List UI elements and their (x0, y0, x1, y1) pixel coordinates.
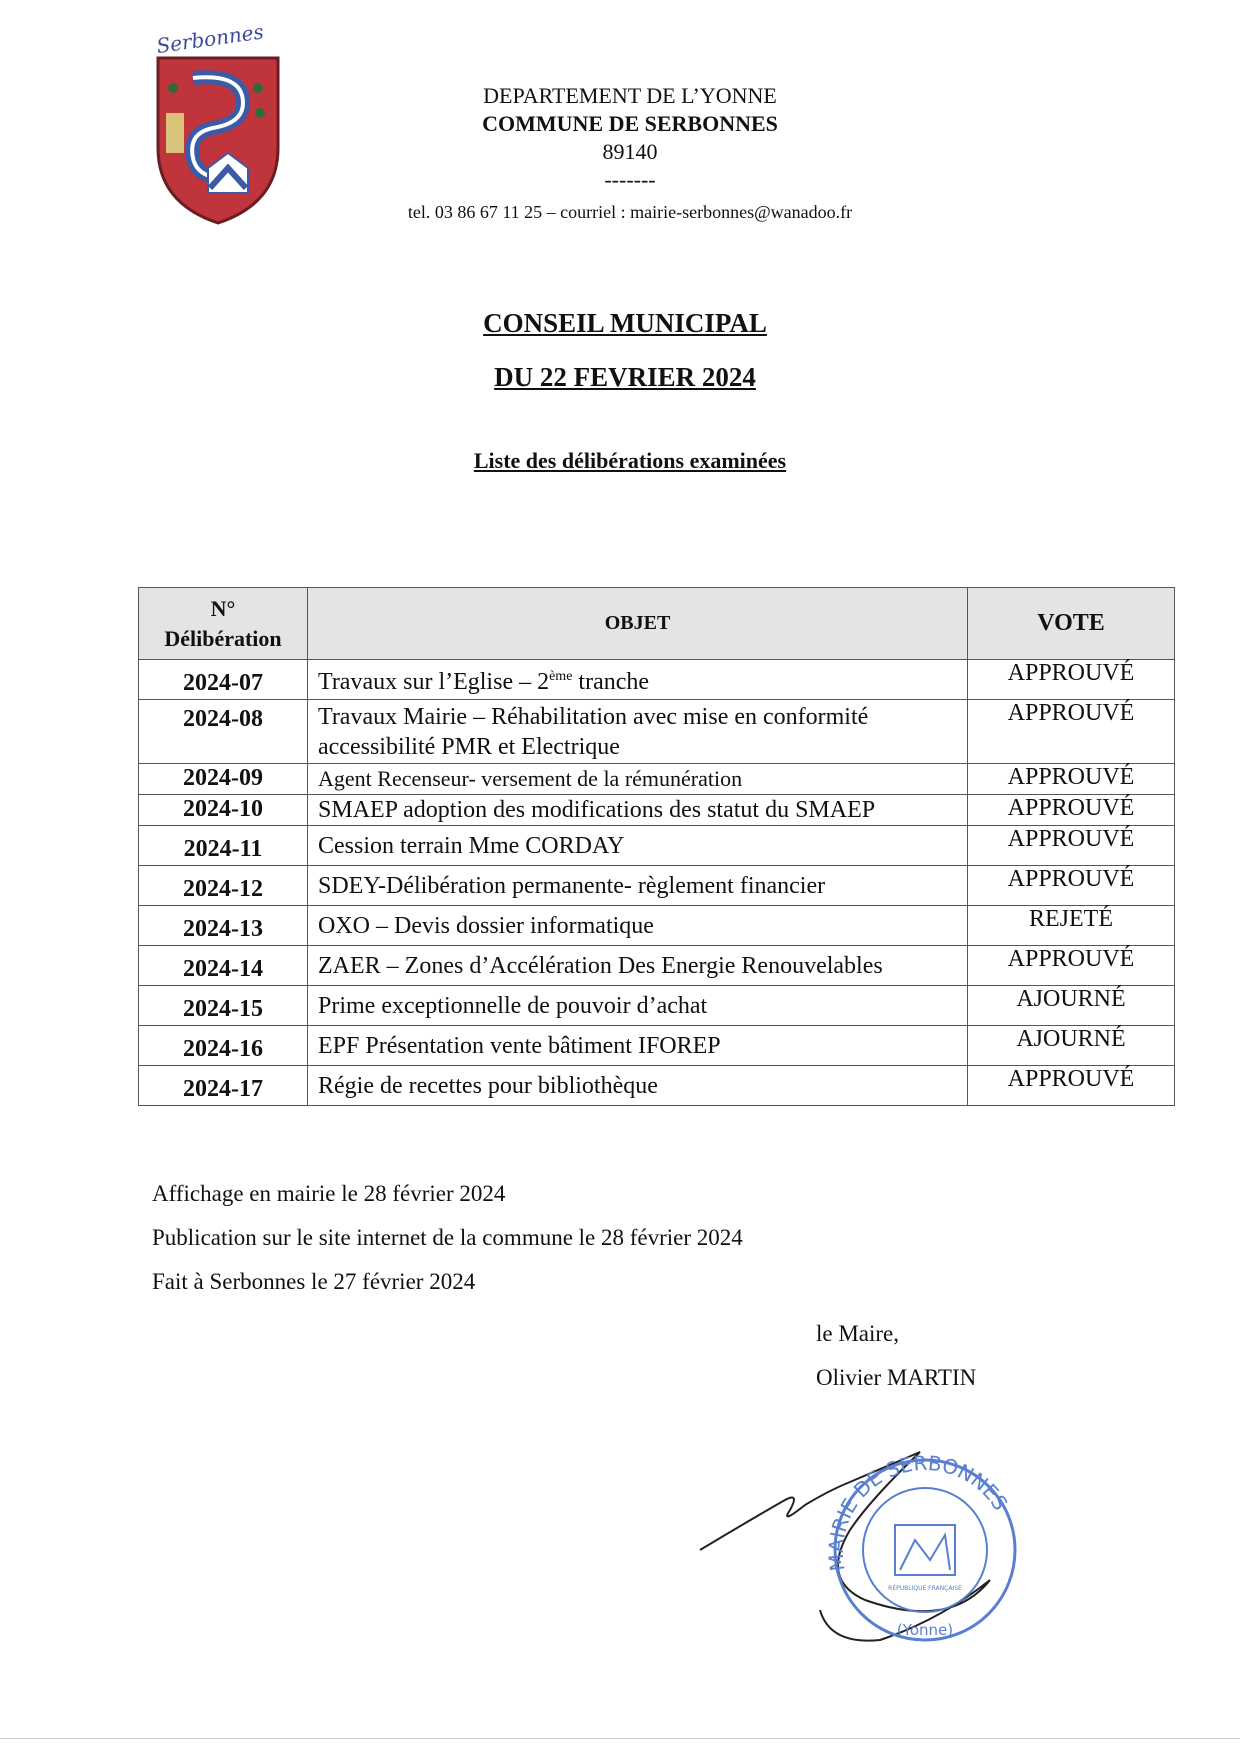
deliberations-table (138, 587, 1175, 1106)
row-object: Prime exceptionnelle de pouvoir d’achat (308, 986, 968, 1026)
council-title (400, 296, 850, 404)
row-num: 2024-10 (139, 795, 308, 826)
table-row (139, 826, 1175, 866)
signatory-name: Olivier MARTIN (816, 1365, 977, 1390)
coat-of-arms-logo (148, 18, 288, 228)
posting-notes (152, 1172, 743, 1304)
contact-line: tel. 03 86 67 11 25 – courriel : mairie-serbonnes@wanadoo.fr (407, 202, 853, 222)
table-row (139, 866, 1175, 906)
commune-name: COMMUNE DE SERBONNES (482, 111, 778, 136)
table-row (139, 660, 1175, 700)
row-object: EPF Présentation vente bâtiment IFOREP (308, 1026, 968, 1066)
row-vote: APPROUVÉ (968, 946, 1175, 986)
row-object: Agent Recenseur- versement de la rémunération (308, 764, 968, 795)
row-vote: APPROUVÉ (968, 660, 1175, 700)
official-stamp (690, 1430, 1020, 1650)
table-row (139, 1066, 1175, 1106)
row-vote: APPROUVÉ (968, 764, 1175, 795)
row-vote: APPROUVÉ (968, 826, 1175, 866)
row-num: 2024-16 (139, 1026, 308, 1066)
row-vote: APPROUVÉ (968, 866, 1175, 906)
row-vote: AJOURNÉ (968, 1026, 1175, 1066)
signatory-role: le Maire, (816, 1321, 900, 1346)
row-num: 2024-07 (139, 660, 308, 700)
row-num: 2024-08 (139, 700, 308, 764)
header-vote: VOTE (968, 588, 1175, 660)
svg-text:MAIRIE DE SERBONNES: MAIRIE DE SERBONNES (823, 1450, 1013, 1573)
council-title-line2: DU 22 FEVRIER 2024 (494, 362, 756, 392)
row-num: 2024-15 (139, 986, 308, 1026)
department-name: DEPARTEMENT DE L’YONNE (483, 83, 777, 108)
table-row (139, 1026, 1175, 1066)
header-object: OBJET (308, 588, 968, 660)
postal-code: 89140 (602, 139, 658, 164)
publication-date: Publication sur le site internet de la commune le 28 février 2024 (152, 1225, 743, 1250)
row-object: Travaux Mairie – Réhabilitation avec mise en conformité accessibilité PMR et Electrique (308, 700, 968, 764)
row-object: Travaux sur l’Eglise – 2ème tranche (308, 660, 968, 700)
page-bottom-line (0, 1738, 1240, 1739)
row-num: 2024-13 (139, 906, 308, 946)
svg-text:(Yonne): (Yonne) (896, 1621, 954, 1639)
row-num: 2024-17 (139, 1066, 308, 1106)
table-row (139, 764, 1175, 795)
table-row (139, 795, 1175, 826)
posting-date: Affichage en mairie le 28 février 2024 (152, 1181, 506, 1206)
table-row (139, 906, 1175, 946)
council-title-line1: CONSEIL MUNICIPAL (483, 308, 767, 338)
table-row (139, 946, 1175, 986)
row-object: Régie de recettes pour bibliothèque (308, 1066, 968, 1106)
row-object: SMAEP adoption des modifications des statut du SMAEP (308, 795, 968, 826)
svg-text:Serbonnes: Serbonnes (154, 19, 266, 59)
row-object: ZAER – Zones d’Accélération Des Energie Renouvelables (308, 946, 968, 986)
row-vote: APPROUVÉ (968, 1066, 1175, 1106)
list-title: Liste des délibérations examinées (473, 448, 787, 473)
row-vote: APPROUVÉ (968, 700, 1175, 764)
row-object: OXO – Devis dossier informatique (308, 906, 968, 946)
row-num: 2024-09 (139, 764, 308, 795)
row-num: 2024-11 (139, 826, 308, 866)
signature-block (816, 1312, 976, 1400)
row-vote: APPROUVÉ (968, 795, 1175, 826)
row-object: Cession terrain Mme CORDAY (308, 826, 968, 866)
row-object: SDEY-Délibération permanente- règlement financier (308, 866, 968, 906)
row-num: 2024-12 (139, 866, 308, 906)
header-num: N° Délibération (139, 588, 308, 660)
svg-text:RÉPUBLIQUE FRANÇAISE: RÉPUBLIQUE FRANÇAISE (888, 1585, 962, 1592)
row-vote: AJOURNÉ (968, 986, 1175, 1026)
table-row (139, 986, 1175, 1026)
municipality-header (360, 82, 900, 226)
table-row (139, 700, 1175, 764)
row-vote: REJETÉ (968, 906, 1175, 946)
row-num: 2024-14 (139, 946, 308, 986)
done-at: Fait à Serbonnes le 27 février 2024 (152, 1269, 476, 1294)
table-header-row (139, 588, 1175, 660)
header-separator: ------- (604, 167, 656, 192)
